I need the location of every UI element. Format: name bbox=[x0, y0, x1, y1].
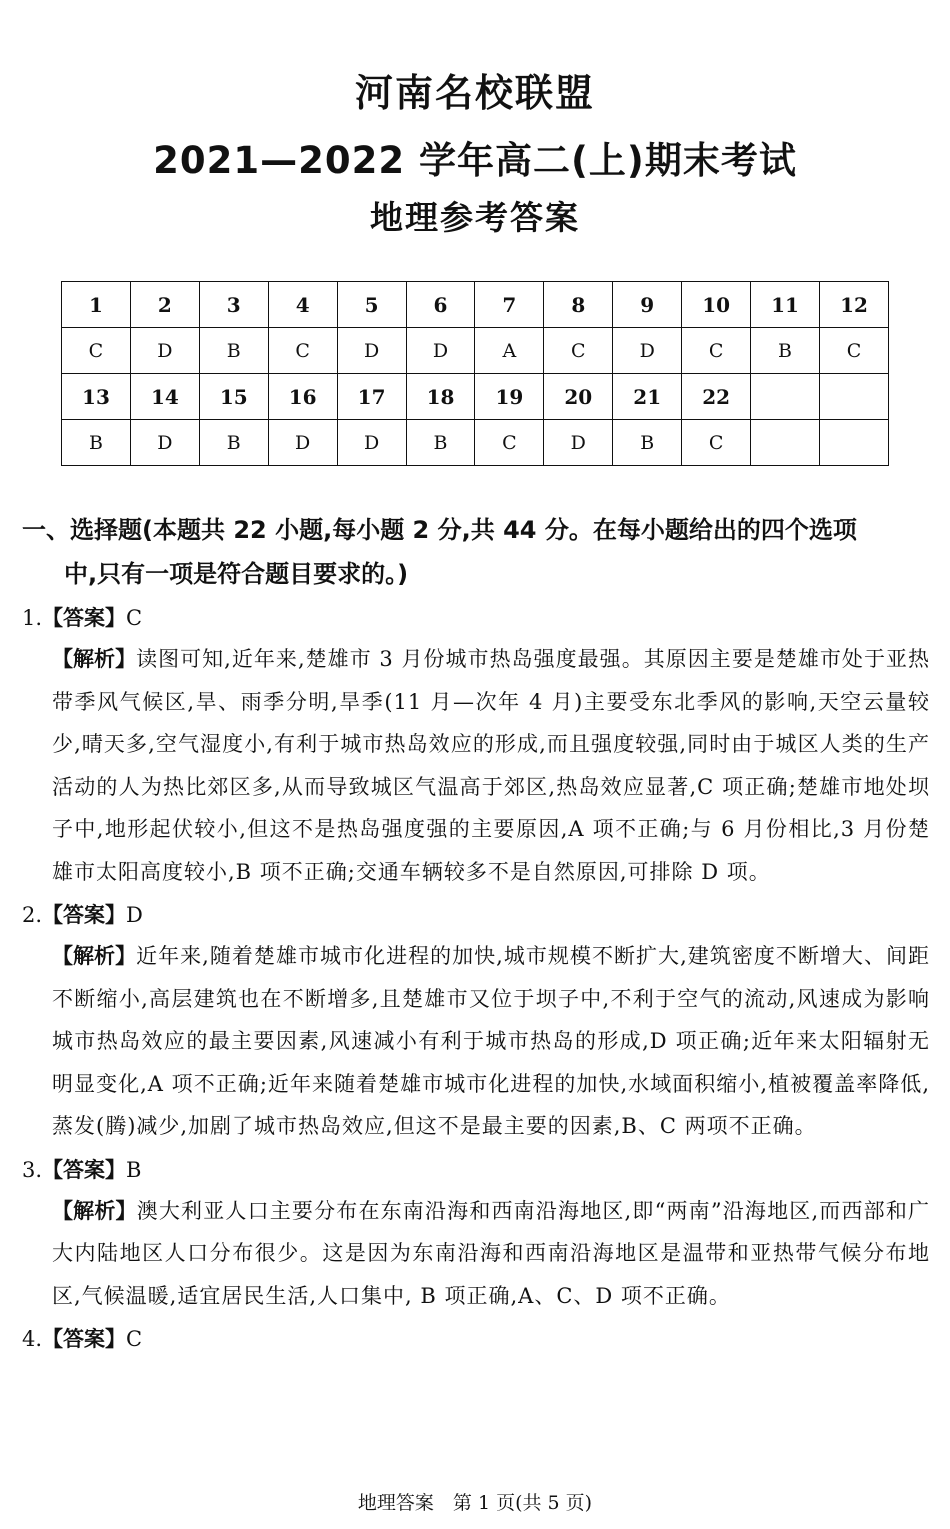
question-number-cell: 7 bbox=[475, 282, 544, 328]
question-number-cell: 10 bbox=[682, 282, 751, 328]
answer-cell: A bbox=[475, 328, 544, 374]
answer-value: C bbox=[126, 1327, 143, 1351]
question-number-cell: 14 bbox=[130, 374, 199, 420]
answer-cell: D bbox=[268, 420, 337, 466]
question-number-cell: 2 bbox=[130, 282, 199, 328]
question-number-cell: 20 bbox=[544, 374, 613, 420]
question-number-cell: 3 bbox=[199, 282, 268, 328]
answer-cell: D bbox=[130, 420, 199, 466]
question-number-cell: 12 bbox=[819, 282, 888, 328]
question-number-cell: 6 bbox=[406, 282, 475, 328]
answer-cell: B bbox=[199, 420, 268, 466]
question-1-analysis bbox=[22, 638, 930, 893]
question-number-row bbox=[62, 282, 889, 328]
answer-row bbox=[62, 328, 889, 374]
answer-cell: D bbox=[130, 328, 199, 374]
subject-title: 地理参考答案 bbox=[370, 198, 580, 237]
answer-cell: D bbox=[337, 420, 406, 466]
answer-cell: B bbox=[613, 420, 682, 466]
answer-cell: C bbox=[819, 328, 888, 374]
question-3-analysis bbox=[22, 1190, 930, 1318]
answer-value: B bbox=[126, 1157, 142, 1182]
answer-cell: C bbox=[682, 420, 751, 466]
alliance-title: 河南名校联盟 bbox=[354, 71, 595, 115]
question-number: 2. bbox=[22, 903, 43, 927]
question-number-cell: 13 bbox=[62, 374, 131, 420]
answer-value: C bbox=[126, 606, 143, 630]
question-number-cell: 11 bbox=[751, 282, 820, 328]
question-number: 3. bbox=[22, 1157, 43, 1182]
question-list bbox=[22, 598, 930, 1359]
question-number-cell: 15 bbox=[199, 374, 268, 420]
answer-cell: C bbox=[544, 328, 613, 374]
answer-cell: C bbox=[475, 420, 544, 466]
section-heading-line1: 一、选择题(本题共 22 小题,每小题 2 分,共 44 分。在每小题给出的四个选项 bbox=[22, 516, 857, 544]
answer-cell: B bbox=[406, 420, 475, 466]
page-footer: 地理答案 第 1 页(共 5 页) bbox=[357, 1492, 593, 1514]
question-number: 1. bbox=[22, 606, 43, 630]
analysis-text: 澳大利亚人口主要分布在东南沿海和西南沿海地区,即“两南”沿海地区,而西部和广大内陆地区人口分布很少。这是因为东南沿海和西南沿海地区是温带和亚热带气候分布地区,气候温暖,适宜居民生活,人口集中, B 项正确,A、C、D 项不正确。 bbox=[52, 1198, 930, 1308]
question-number-cell: 16 bbox=[268, 374, 337, 420]
question-number-cell: 19 bbox=[475, 374, 544, 420]
answer-cell: C bbox=[682, 328, 751, 374]
question-number: 4. bbox=[22, 1327, 43, 1351]
section-heading bbox=[22, 508, 930, 596]
analysis-key-label: 【解析】 bbox=[52, 1198, 137, 1223]
answer-key-label: 【答案】 bbox=[42, 903, 127, 927]
answer-key-label: 【答案】 bbox=[42, 1157, 127, 1182]
question-number-cell: 9 bbox=[613, 282, 682, 328]
answer-row bbox=[62, 420, 889, 466]
answer-key-label: 【答案】 bbox=[42, 606, 127, 630]
answer-key-label: 【答案】 bbox=[42, 1327, 127, 1351]
answer-cell: B bbox=[199, 328, 268, 374]
question-number-cell: 5 bbox=[337, 282, 406, 328]
question-number-cell: 4 bbox=[268, 282, 337, 328]
answer-cell: D bbox=[613, 328, 682, 374]
answer-cell: B bbox=[62, 420, 131, 466]
analysis-text: 读图可知,近年来,楚雄市 3 月份城市热岛强度最强。其原因主要是楚雄市处于亚热带季风气候区,旱、雨季分明,旱季(11 月—次年 4 月)主要受东北季风的影响,天空云量较少,晴天多,空气湿度小,有利于城市热岛效应的形成,而且强度较强,同时由于城区人类的生产活动的人为热比郊区多,从而导致城区气温高于郊区,热岛效应显著,C 项正确;楚雄市地处坝子中,地形起伏较小,但这不是热岛强度强的主要原因,A 项不正确;与 6 月份相比,3 月份楚雄市太阳高度较小,B 项不正确;交通车辆较多不是自然原因,可排除 D 项。 bbox=[52, 647, 930, 884]
answer-cell bbox=[819, 420, 888, 466]
answer-value: D bbox=[126, 903, 143, 927]
question-2-analysis bbox=[22, 935, 930, 1148]
answer-cell bbox=[751, 420, 820, 466]
analysis-text: 近年来,随着楚雄市城市化进程的加快,城市规模不断扩大,建筑密度不断增大、间距不断缩小,高层建筑也在不断增多,且楚雄市又位于坝子中,不利于空气的流动,风速成为影响城市热岛效应的最主要因素,风速减小有利于城市热岛的形成,D 项正确;近年来太阳辐射无明显变化,A 项不正确;近年来随着楚雄市城市化进程的加快,水域面积缩小,植被覆盖率降低,蒸发(腾)减少,加剧了城市热岛效应,但这不是最主要的因素,B、C 两项不正确。 bbox=[52, 944, 931, 1138]
question-4-answer bbox=[22, 1319, 930, 1359]
question-number-cell: 18 bbox=[406, 374, 475, 420]
question-number-cell: 21 bbox=[613, 374, 682, 420]
answer-table bbox=[61, 281, 889, 466]
analysis-key-label: 【解析】 bbox=[52, 944, 137, 968]
question-3-answer bbox=[22, 1150, 930, 1190]
question-number-cell: 1 bbox=[62, 282, 131, 328]
question-number-cell: 17 bbox=[337, 374, 406, 420]
answer-cell: D bbox=[337, 328, 406, 374]
question-number-cell bbox=[751, 374, 820, 420]
question-number-row bbox=[62, 374, 889, 420]
question-number-cell: 22 bbox=[682, 374, 751, 420]
question-2-answer bbox=[22, 895, 930, 935]
answer-cell: D bbox=[406, 328, 475, 374]
answer-cell: B bbox=[751, 328, 820, 374]
exam-title: 2021—2022 学年高二(上)期末考试 bbox=[153, 139, 797, 182]
answer-cell: C bbox=[62, 328, 131, 374]
analysis-key-label: 【解析】 bbox=[52, 647, 137, 671]
question-number-cell: 8 bbox=[544, 282, 613, 328]
answer-cell: C bbox=[268, 328, 337, 374]
answer-cell: D bbox=[544, 420, 613, 466]
question-1-answer bbox=[22, 598, 930, 638]
section-heading-line2: 中,只有一项是符合题目要求的。) bbox=[64, 560, 409, 588]
question-number-cell bbox=[819, 374, 888, 420]
